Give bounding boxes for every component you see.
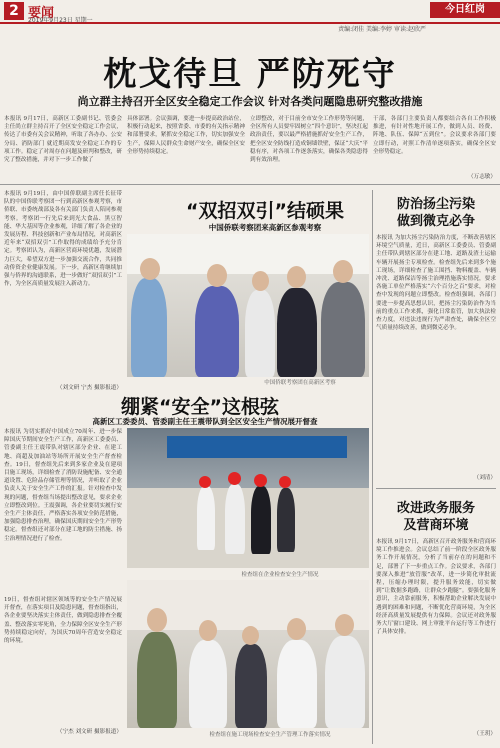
article3-body: 本报讯 为切实抓好中国成立70周年、进一步保障国庆节期间安全生产工作，高新区工委委员、管委副主任王震带队对辖区部分企业、在建工地、商超及加油站等场所开展安全生产督查检查。19日，督查组先后来到多家企业及在建项目施工现场，详细检查了消防设施配备、安全通道设置、危险品存储管理等情况，并听取了企业负责人关于安全生产工作的汇报。针对检查中发现的问题，督查组当场提出整改意见，要求企业立即整改到位。王震强调，各企业要切实履行安全生产主体责任，严格落实各项安全防范措施，加强隐患排查治理，确保国庆期间安全生产形势稳定。督查组还对部分在建工地的防尘措施、扬尘治理情况进行了检查。 — [4, 429, 122, 542]
lead-byline: （万志敏） — [468, 174, 496, 180]
column-divider — [372, 190, 373, 744]
side2-body: 本报讯 9月17日，高新区召开政务服务和营商环境工作推进会。会议总结了前一阶段全区政务服务工作开展情况，分析了当前存在的问题和不足，部署了下一步重点工作。会议要求，各部门要深入推进“放管服”改革，进一步简化审批流程，压缩办理时限，提升服务效能，切实做到“让数据多跑路，让群众少跑腿”。要强化服务意识，主动靠前服务，积极帮助企业解决发展中遇到的困难和问题，不断优化营商环境，为全区经济高质量发展提供有力保障。会议还对政务服务大厅窗口建设、网上审批平台运行等工作进行了具体安排。 — [376, 539, 496, 636]
side2-title-line1: 改进政务服务 — [396, 501, 475, 516]
article2-caption: 中国侨联考察团在高新区考察 — [264, 380, 336, 386]
newspaper-brand: 今日红岗 — [430, 2, 500, 18]
side1-byline: （刘清） — [473, 475, 496, 481]
article3-title: 绷紧“安全”这根弦 — [121, 396, 279, 418]
lead-column-1: 本报讯 9月17日，高新区工委副书记、管委会主任尚立群主持召开了全区安全稳定工作会议，传达了市委有关会议精神，听取了各办办、公安分局、消防部门 就近期高发安全稳定工作的专项工作。稳定了对周存在问题及研判和整改，研究了整改措施，并对下一步工作做了 — [4, 116, 122, 164]
lead-headline: 枕戈待旦 严防死守 — [103, 54, 397, 93]
article3-photo-1 — [127, 428, 369, 568]
article2-photo — [127, 234, 369, 377]
article3-body-2: 19日，督查组对辖区领域等的安全生产情况展开督查，在落实项目及隐患问题，督查组指出，各企业要坚决落实主体责任，做到隐患排查全覆盖、整改落实零死角，全力保障全区安全生产形势持续稳定向好，为国庆70周年营造安全稳定的环境。 — [4, 597, 122, 645]
section-title: 要闻 — [28, 6, 55, 21]
side1-title — [376, 196, 496, 230]
article2-subtitle: 中国侨联考察团来高新区参观考察 — [208, 223, 322, 232]
article3-photo-2 — [127, 580, 369, 728]
divider — [376, 488, 496, 489]
editor-credits: 责编:闭佳 美编:李婷 审读:赵欣严 — [338, 26, 426, 33]
article3-caption-1: 检查组在企业检查安全生产情况 — [241, 572, 319, 578]
side1-title-line1: 防治扬尘污染 — [396, 197, 475, 212]
side2-byline: （王玥） — [473, 731, 496, 737]
lead-column-2: 具体部署。会议强调，要进一步提高政治站位，积极行动起来，按照省委、市委的有关指示精神和部署要求，紧抓安全稳定工作，切实加强安全生产，保障人民群众生命财产安全，确保全区安全形势持续稳定。 — [127, 116, 245, 155]
lead-column-3: 立即整改，对于目前全市安全工作形势等问题，全区所有人员要牢固树立“四个意识”，坚决扛起政治责任，要以最严格措施抓好安全生产工作，把全区安全防线打造成铜墙铁壁，保证“大庆”平稳有序，对各项工作逐条落实，确保各类隐患得到有效治理。 — [250, 116, 368, 164]
side2-title-line2: 及营商环境 — [403, 518, 469, 533]
article2-body: 本报讯 9月19日，由中国侨联副主席任长征带队的中国侨联考察团一行到高新区参观考察，市侨联、市委统战部及各有关部门负责人陪同参观考察。考察团一行先后来到光大食品、黑豆智能、华大基因等企业参观，详细了解了各企业的发展历程、科技创新和产业布局情况，对高新区近年来“双招双引”工作取得的成绩给予充分肯定。考察团认为，高新区营商环境优越，发展潜力巨大，希望双方进一步加强交流合作，共同推动侨资企业健康发展。下一步，高新区将继续加强与侨界的沟通联系，进一步做好“双招双引”工作，为全区高质量发展注入新动力。 — [4, 191, 122, 288]
lead-column-4: 干部，各部门主要负责人都要结合各自工作积极推进，有针对性地开展工作，做到人员、经费、阵地、队伍、保障“五到位”。会议要求各部门要立即行动，对照工作清单逐项落实，确保全区安全形势稳定。 — [373, 116, 496, 155]
article2-title: “双招双引”结硕果 — [186, 200, 344, 222]
article2-byline: （刘文研 宁杰 摄影报道） — [56, 385, 122, 391]
issue-date: 2019年9月23日 星期一 — [28, 17, 93, 24]
divider — [0, 184, 500, 185]
side1-body: 本报讯 为加大扬尘污染防治力度，不断改善辖区环境空气质量，近日，高新区工委委员、管委副主任带队到辖区部分在建工地、道路及渣土运输车辆开展扬尘专项检查。检查组先后来到多个施工现场，详细检查了施工围挡、物料覆盖、车辆冲洗、道路保洁等扬尘治理措施落实情况，要求各施工单位严格落实“六个百分之百”要求，对检查中发现的问题立即整改。检查组强调，各部门要进一步提高思想认识，把扬尘污染防治作为当前的重点工作来抓，强化日常监管，加大执法检查力度，对违法违规行为严肃查处，确保全区空气质量持续改善，做到微克必争。 — [376, 235, 496, 332]
page-number: 2 — [4, 2, 24, 20]
side2-title — [376, 500, 496, 534]
article3-subtitle: 高新区工委委员、管委副主任王震带队到全区安全生产情况展开督查 — [92, 417, 318, 426]
article3-caption-2: 检查组在施工现场检查安全生产管理工作落实情况 — [209, 732, 331, 738]
article3-byline: （宁杰 刘文研 摄影报道） — [56, 729, 122, 735]
lead-subhead: 尚立群主持召开全区安全稳定工作会议 针对各类问题隐患研究整改措施 — [77, 95, 423, 108]
side1-title-line2: 做到微克必争 — [396, 214, 475, 229]
